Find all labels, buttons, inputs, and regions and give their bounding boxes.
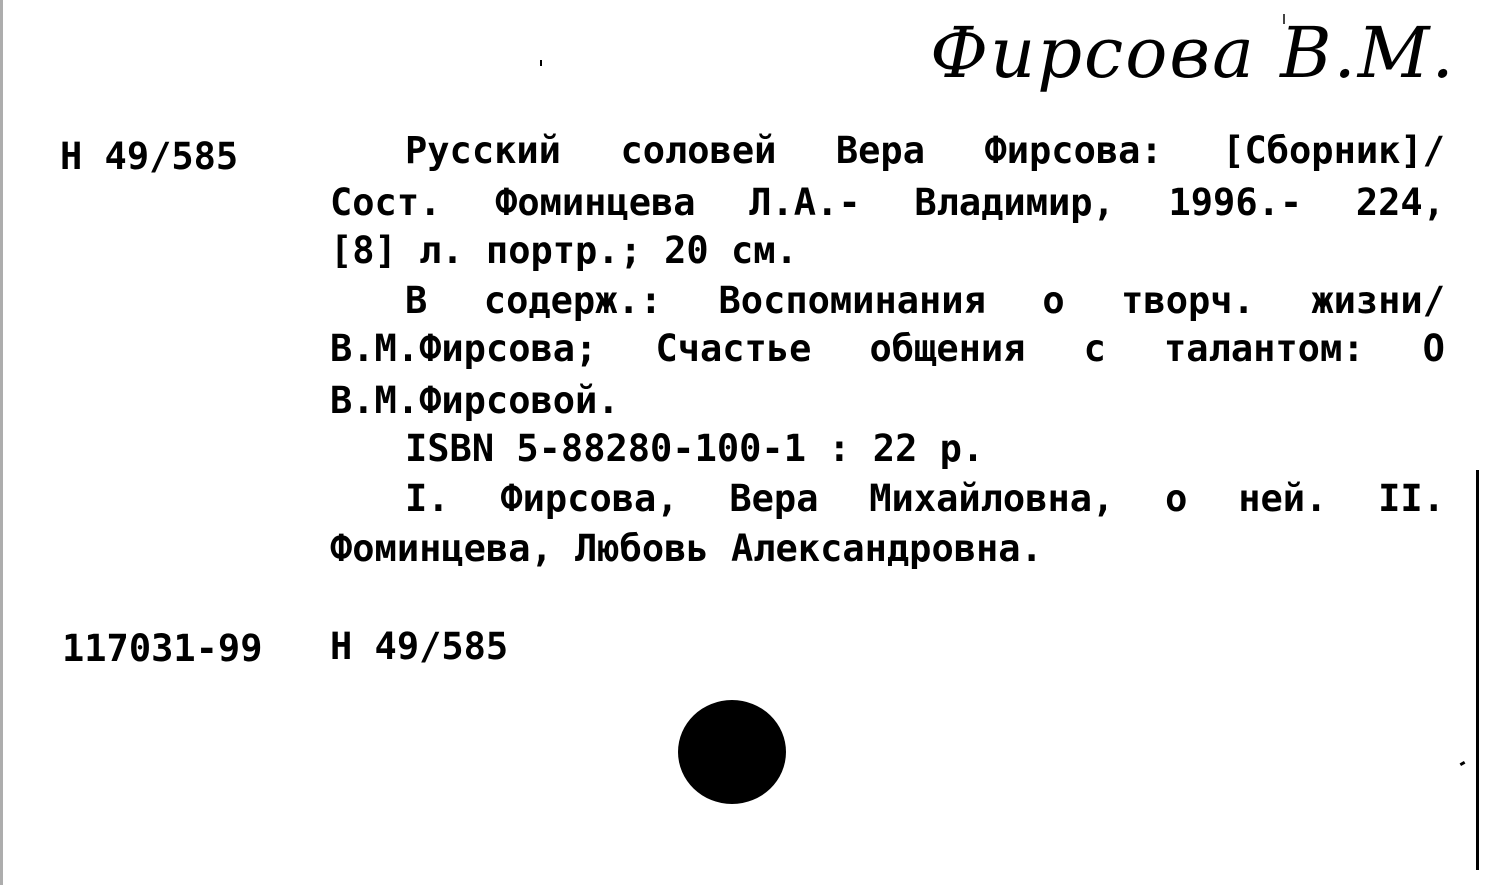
card-punch-hole — [678, 700, 786, 804]
contents-word: талантом: — [1164, 327, 1365, 370]
subjects-line-2: Фоминцева, Любовь Александровна. — [330, 527, 1043, 570]
isbn-line: ISBN 5-88280-100-1 : 22 р. — [405, 427, 985, 470]
contents-word: В — [405, 279, 428, 322]
publication-word: Фоминцева — [495, 181, 696, 224]
subject-word: о — [1165, 477, 1188, 520]
contents-word: О — [1422, 327, 1445, 370]
card-left-edge — [0, 0, 3, 885]
physical-description: [8] л. портр.; 20 см. — [330, 229, 798, 272]
handwritten-note: Фирсова В.М. — [930, 12, 1456, 94]
publication-word: Л.А.- — [749, 181, 861, 224]
call-number-top: Н 49/585 — [60, 135, 239, 178]
title-word: [Сборник]/ — [1222, 129, 1445, 172]
publication-line — [330, 181, 1445, 224]
card-right-edge — [1476, 470, 1479, 870]
publication-word: 224, — [1355, 181, 1445, 224]
title-word: Русский — [405, 129, 561, 172]
scan-speck — [540, 60, 542, 66]
subject-word: I. — [405, 477, 450, 520]
subject-word: Вера — [729, 477, 819, 520]
contents-word: с — [1083, 327, 1106, 370]
title-line — [405, 129, 1445, 172]
contents-word: В.М.Фирсова; — [330, 327, 598, 370]
publication-word: Владимир, — [914, 181, 1115, 224]
title-word: Вера — [835, 129, 925, 172]
subjects-line-1 — [405, 477, 1445, 520]
contents-line-1 — [405, 279, 1445, 322]
contents-word: творч. — [1121, 279, 1255, 322]
accession-number: 117031-99 — [62, 627, 263, 670]
contents-word: о — [1042, 279, 1065, 322]
subject-word: Фирсова, — [500, 477, 679, 520]
publication-word: 1996.- — [1168, 181, 1303, 224]
publication-word: Сост. — [330, 181, 442, 224]
scan-speck — [1460, 761, 1466, 766]
subject-word: Михайловна, — [869, 477, 1115, 520]
contents-word: содерж.: — [483, 279, 663, 322]
contents-line-2 — [330, 327, 1445, 370]
title-word: соловей — [620, 129, 777, 172]
subject-word: II. — [1378, 477, 1445, 520]
title-word: Фирсова: — [984, 129, 1163, 172]
contents-word: общения — [869, 327, 1026, 370]
contents-word: Счастье — [655, 327, 812, 370]
call-number-bottom: Н 49/585 — [330, 625, 509, 668]
contents-word: жизни/ — [1311, 279, 1445, 322]
subject-word: ней. — [1238, 477, 1328, 520]
contents-word: Воспоминания — [718, 279, 986, 322]
contents-line-3: В.М.Фирсовой. — [330, 379, 620, 422]
